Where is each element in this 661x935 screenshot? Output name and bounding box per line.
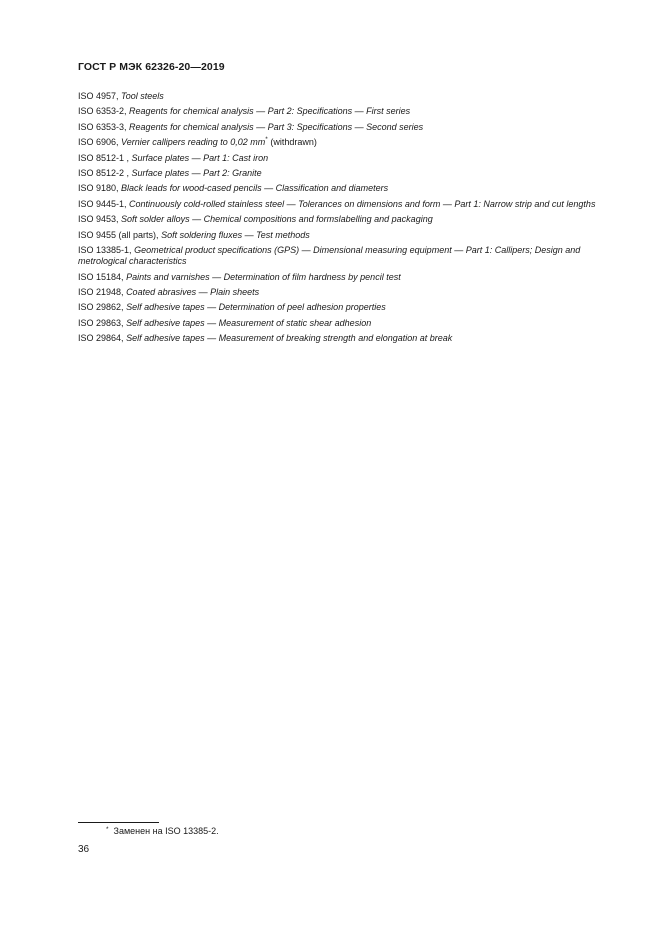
reference-item [78, 245, 618, 267]
reference-title: Black leads for wood-cased pencils — Classification and diameters [121, 183, 389, 194]
reference-code: ISO 6353-2, [78, 106, 127, 117]
reference-title: Soft soldering fluxes — Test methods [161, 229, 310, 240]
reference-code: ISO 29863, [78, 317, 124, 328]
reference-code: ISO 15184, [78, 271, 124, 282]
reference-code: ISO 6906, [78, 137, 119, 148]
reference-item [78, 91, 618, 102]
reference-code: ISO 29864, [78, 333, 124, 344]
reference-title: Reagents for chemical analysis — Part 2: Specifications — First series [129, 106, 411, 117]
reference-title: Surface plates — Part 2: Granite [131, 167, 262, 178]
reference-item [78, 199, 618, 210]
reference-title: Tool steels [121, 91, 164, 101]
reference-item [78, 230, 618, 241]
reference-item [78, 333, 618, 344]
reference-title: Paints and varnishes — Determination of film hardness by pencil test [126, 271, 401, 282]
reference-title: Reagents for chemical analysis — Part 3: Specifications — Second series [129, 121, 424, 132]
reference-item [78, 214, 618, 225]
reference-item [78, 106, 618, 117]
reference-code: ISO 29862, [78, 302, 124, 313]
reference-code: ISO 13385-1, [78, 244, 132, 255]
reference-code: ISO 9455 (all parts), [78, 229, 159, 240]
reference-code: ISO 9453, [78, 214, 119, 225]
reference-item [78, 302, 618, 313]
reference-code: ISO 4957, [78, 91, 119, 101]
document-header: ГОСТ Р МЭК 62326-20—2019 [78, 61, 225, 73]
reference-item [78, 318, 618, 329]
footnote-reference-mark: * [265, 136, 268, 144]
reference-code: ISO 8512-1 , [78, 152, 130, 163]
reference-title: Vernier callipers reading to 0,02 mm [121, 137, 266, 148]
reference-title: Self adhesive tapes — Measurement of static shear adhesion [126, 317, 372, 328]
reference-title: Self adhesive tapes — Measurement of breaking strength and elongation at break [126, 333, 453, 344]
reference-item [78, 153, 618, 164]
reference-item [78, 168, 618, 179]
reference-list [78, 91, 618, 348]
reference-item [78, 183, 618, 194]
reference-item [78, 122, 618, 133]
reference-item [78, 137, 618, 148]
reference-suffix: (withdrawn) [270, 137, 317, 148]
reference-title: Soft solder alloys — Chemical compositions and formslabelling and packaging [121, 214, 433, 225]
reference-code: ISO 9180, [78, 183, 119, 194]
reference-code: ISO 21948, [78, 286, 124, 297]
page-number: 36 [78, 844, 90, 855]
reference-item [78, 287, 618, 298]
reference-title: Surface plates — Part 1: Cast iron [131, 152, 269, 163]
footnote [106, 826, 219, 836]
reference-code: ISO 6353-3, [78, 121, 127, 132]
reference-title: Geometrical product specifications (GPS) — Dimensional measuring equipment — Part 1: Callipers; Design and metrological characteristics [78, 244, 581, 267]
footnote-text: Заменен на ISO 13385-2. [113, 826, 219, 836]
reference-code: ISO 8512-2 , [78, 167, 130, 178]
reference-title: Coated abrasives — Plain sheets [126, 286, 260, 297]
reference-item [78, 272, 618, 283]
reference-title: Continuously cold-rolled stainless steel — Tolerances on dimensions and form — Part 1: Narrow strip and cut lengths [129, 198, 596, 209]
footnote-divider [78, 822, 159, 823]
reference-title: Self adhesive tapes — Determination of peel adhesion properties [126, 302, 386, 313]
footnote-mark: * [106, 826, 109, 833]
reference-code: ISO 9445-1, [78, 198, 127, 209]
